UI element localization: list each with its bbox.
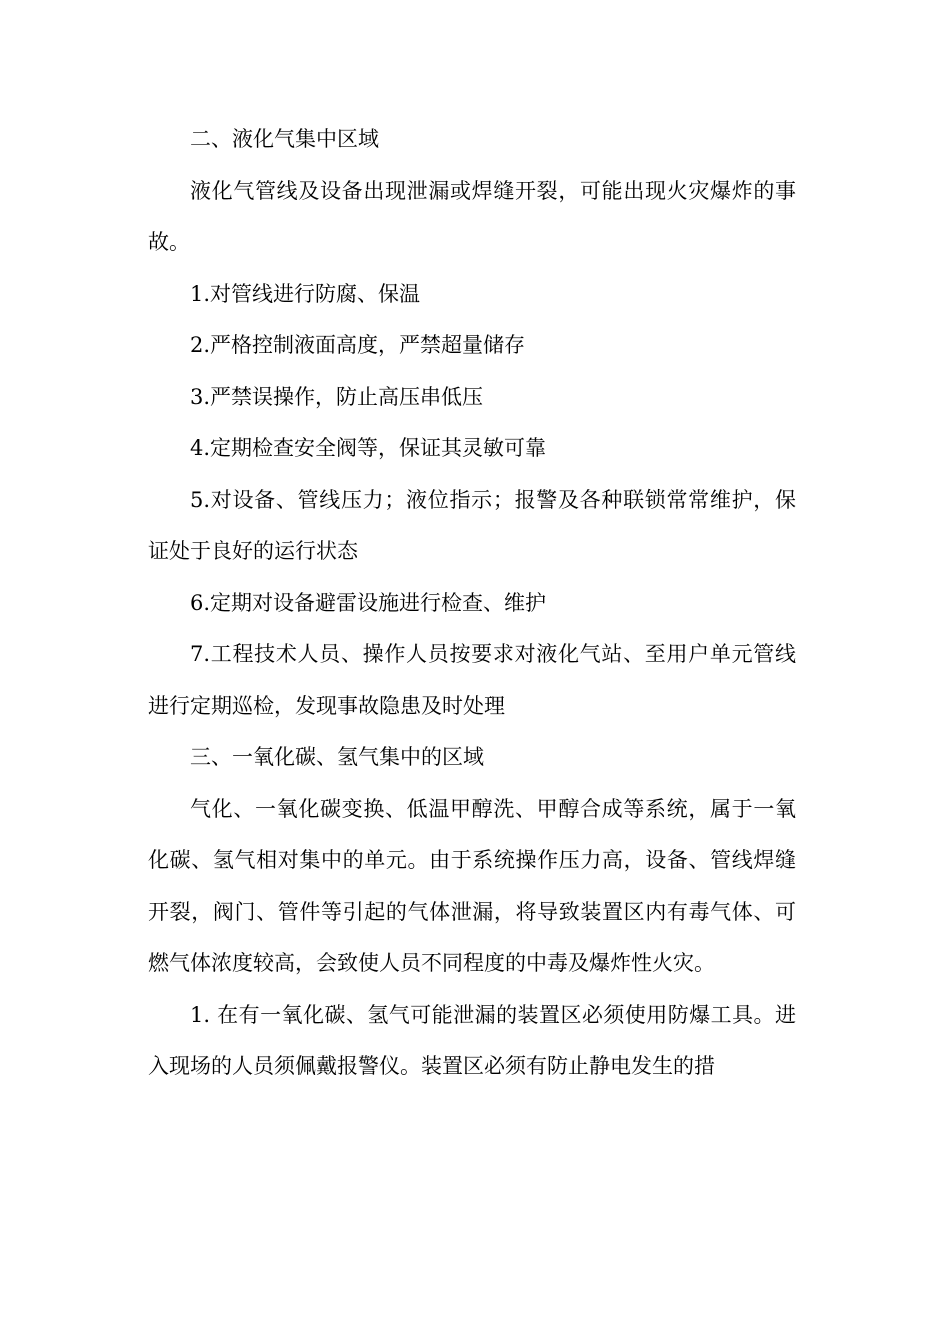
list-item-3: 3.严禁误操作，防止高压串低压 xyxy=(190,384,484,409)
paragraph-lpg-risk: 液化气管线及设备出现泄漏或焊缝开裂，可能出现火灾爆炸的事故。 xyxy=(148,178,796,254)
section-heading-co-h2-area: 三、一氧化碳、氢气集中的区域 xyxy=(190,745,484,769)
document-page xyxy=(148,114,796,1093)
list-item-5: 5.对设备、管线压力；液位指示；报警及各种联锁常常维护，保证处于良好的运行状态 xyxy=(148,487,796,563)
list-item-7: 7.工程技术人员、操作人员按要求对液化气站、至用户单元管线进行定期巡检，发现事故隐患及时处理 xyxy=(148,642,796,718)
paragraph-co-h2-risk: 气化、一氧化碳变换、低温甲醇洗、甲醇合成等系统，属于一氧化碳、氢气相对集中的单元。由于系统操作压力高，设备、管线焊缝开裂，阀门、管件等引起的气体泄漏，将导致装置区内有毒气体、可燃气体浓度较高，会致使人员不同程度的中毒及爆炸性火灾。 xyxy=(148,796,796,975)
list-item-1: 1.对管线进行防腐、保温 xyxy=(190,281,421,306)
list-item-4: 4.定期检查安全阀等，保证其灵敏可靠 xyxy=(190,436,547,460)
list-item-6: 6.定期对设备避雷设施进行检查、维护 xyxy=(190,590,547,615)
section-heading-lpg-area: 二、液化气集中区域 xyxy=(190,127,379,151)
list-item-co-1: 1. 在有一氧化碳、氢气可能泄漏的装置区必须使用防爆工具。进入现场的人员须佩戴报警仪。装置区必须有防止静电发生的措 xyxy=(148,1002,796,1078)
list-item-2: 2.严格控制液面高度，严禁超量储存 xyxy=(190,333,526,357)
